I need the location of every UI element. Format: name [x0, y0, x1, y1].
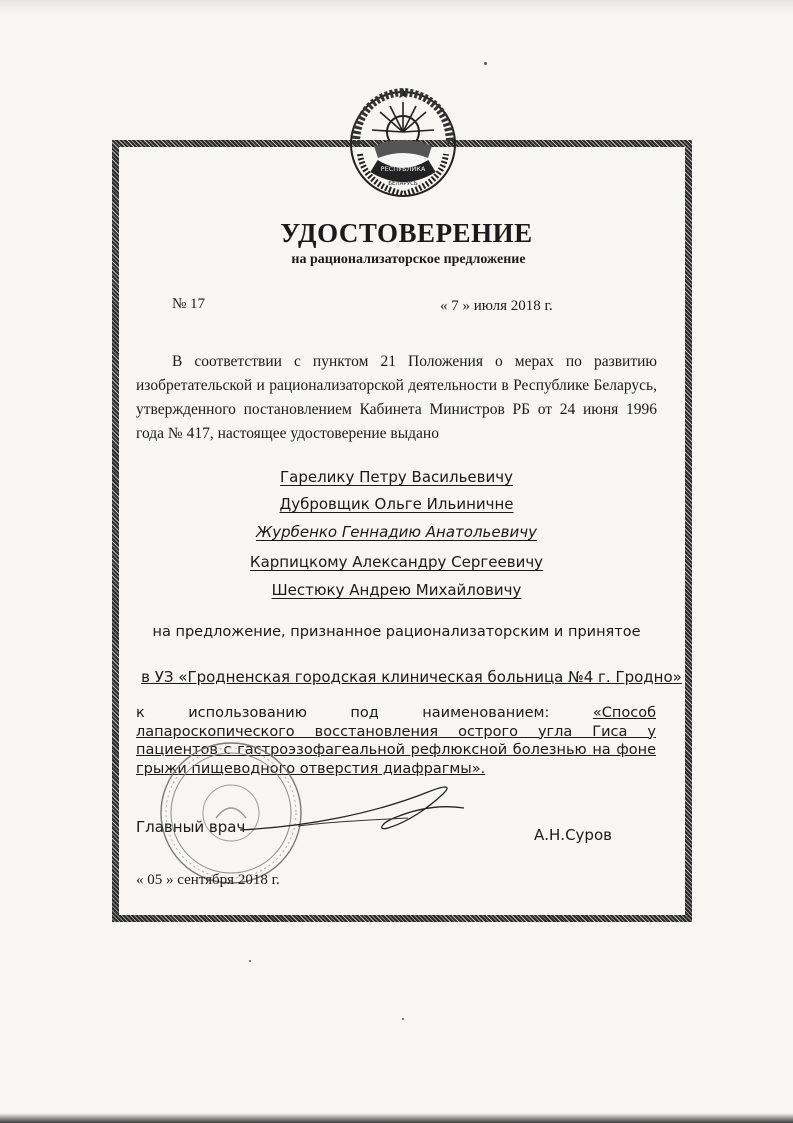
scan-edge-top — [0, 0, 793, 14]
recipient-name: Карпицкому Александру Сергеевичу — [249, 553, 544, 571]
svg-text:БЕЛАРУСЬ — [388, 181, 418, 187]
signature-date: « 05 » сентября 2018 г. — [136, 872, 280, 888]
usage-prefix: к использованию под наименованием: — [136, 705, 550, 721]
scan-speck — [484, 62, 487, 65]
institution-name: в УЗ «Гродненская городская клиническая больница №4 г. Гродно» — [141, 668, 682, 686]
recipient-name: Дубровщик Ольге Ильиничне — [279, 495, 514, 513]
signature-icon — [238, 778, 468, 838]
document-subtitle: на рационализаторское предложение — [291, 252, 526, 267]
recipient-2 — [0, 495, 793, 513]
scan-speck — [249, 960, 251, 962]
recipient-name: Шестюку Андрею Михайловичу — [271, 581, 522, 599]
certificate-number: № 17 — [172, 296, 206, 312]
recipient-4 — [0, 553, 793, 571]
scan-speck — [402, 1018, 404, 1020]
recipient-3 — [0, 523, 793, 541]
svg-text:РЕСПУБЛИКА — [381, 165, 426, 173]
body-text: В соответствии с пунктом 21 Положения о мерах по развитию изобретательской и рационализаторской деятельности в Республике Беларусь, утвержденного постановлением Кабинета Министров РБ от 24 июня 1996 года № 417, настоящее удостоверение выдано — [136, 353, 657, 442]
chief-doctor-name: А.Н.Суров — [534, 826, 612, 844]
body-paragraph — [136, 350, 657, 446]
proposal-accepted-text: на предложение, признанное рационализаторским и принятое — [152, 624, 641, 640]
certificate-date: « 7 » июля 2018 г. — [440, 298, 553, 314]
emblem-ribbon-text-2: БЕЛАРУСЬ — [388, 181, 418, 187]
recipient-5 — [0, 581, 793, 599]
emblem-ribbon-text-1: РЕСПУБЛИКА — [380, 165, 426, 173]
scan-edge-bottom — [0, 1113, 793, 1123]
proposal-name: «Способ лапароскопического восстановления острого угла Гиса у пациентов с гастроэзофагеальной рефлюксной болезнью на фоне грыжи пищеводного отверстия диафрагмы». — [136, 705, 657, 777]
chief-doctor-label: Главный врач — [136, 818, 246, 836]
recipient-1 — [0, 468, 793, 486]
recipient-name: Журбенко Геннадию Анатольевичу — [256, 523, 537, 541]
recipient-name: Гарелику Петру Васильевичу — [279, 468, 513, 486]
state-emblem-icon — [344, 84, 462, 202]
institution-line — [0, 668, 793, 686]
document-title: УДОСТОВЕРЕНИЕ — [280, 218, 533, 248]
